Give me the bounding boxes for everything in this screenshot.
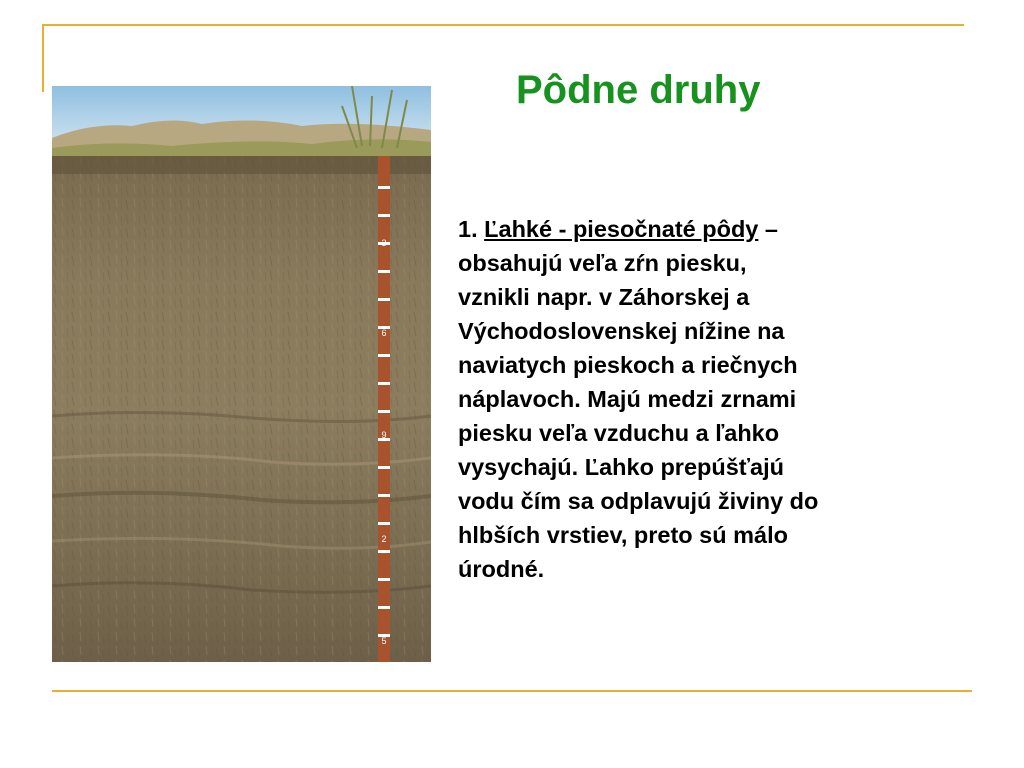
bottom-accent-rule (52, 690, 972, 692)
ruler-label: 6 (381, 328, 387, 338)
ruler-label: 9 (381, 430, 387, 440)
soil-type-heading: Ľahké - piesočnaté pôdy (484, 216, 759, 242)
description-line: úrodné. (458, 556, 545, 582)
item-number: 1. (458, 216, 478, 242)
slide-title: Pôdne druhy (516, 68, 761, 112)
description-line: Východoslovenskej nížine na (458, 318, 785, 344)
soil-profile-photo (52, 86, 431, 662)
description-line: vodu čím sa odplavujú živiny do (458, 488, 819, 514)
ruler-label: 3 (381, 238, 387, 248)
description-line: obsahujú veľa zŕn piesku, (458, 250, 747, 276)
description-line: náplavoch. Majú medzi zrnami (458, 386, 797, 412)
ruler-label: 5 (381, 636, 387, 646)
description-line: vysychajú. Ľahko prepúšťajú (458, 454, 785, 480)
top-accent-rule (44, 24, 964, 26)
description-line: naviatych pieskoch a riečnych (458, 352, 798, 378)
description-line: hlbších vrstiev, preto sú málo (458, 522, 788, 548)
ruler-label: 2 (381, 534, 387, 544)
heading-dash: – (764, 216, 778, 242)
soil-description (458, 212, 958, 586)
description-line: vznikli napr. v Záhorskej a (458, 284, 750, 310)
left-accent-rule (42, 24, 44, 92)
description-line: piesku veľa vzduchu a ľahko (458, 420, 780, 446)
paragraph-heading-line (458, 212, 958, 246)
